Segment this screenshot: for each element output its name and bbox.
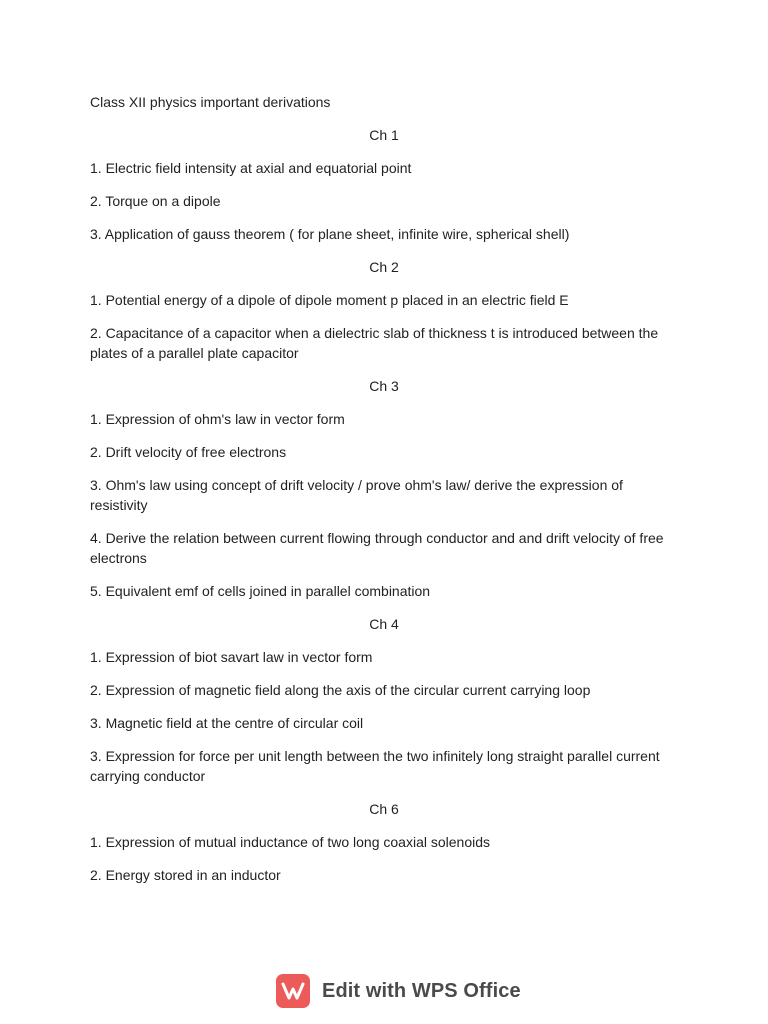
chapter-heading-6: Ch 6 bbox=[369, 801, 399, 817]
document-content bbox=[90, 92, 680, 898]
edit-with-wps-office-button[interactable] bbox=[276, 972, 521, 1010]
list-item: 3. Ohm's law using concept of drift velocity / prove ohm's law/ derive the expression of resistivity bbox=[90, 477, 623, 513]
list-item: 2. Torque on a dipole bbox=[90, 193, 221, 209]
document-title: Class XII physics important derivations bbox=[90, 94, 331, 110]
list-item: 3. Application of gauss theorem ( for plane sheet, infinite wire, spherical shell) bbox=[90, 226, 570, 242]
list-item: 2. Capacitance of a capacitor when a dielectric slab of thickness t is introduced between the plates of a parallel plate capacitor bbox=[90, 325, 659, 361]
edit-with-wps-office-label: Edit with WPS Office bbox=[322, 979, 521, 1002]
chapter-heading-1: Ch 1 bbox=[369, 127, 399, 143]
list-item: 3. Expression for force per unit length between the two infinitely long straight parallel current carrying conductor bbox=[90, 748, 660, 784]
list-item: 2. Energy stored in an inductor bbox=[90, 867, 281, 883]
list-item: 1. Potential energy of a dipole of dipole moment p placed in an electric field E bbox=[90, 292, 569, 308]
chapter-heading-4: Ch 4 bbox=[369, 616, 399, 632]
list-item: 1. Expression of ohm's law in vector form bbox=[90, 411, 345, 427]
list-item: 5. Equivalent emf of cells joined in parallel combination bbox=[90, 583, 431, 599]
list-item: 3. Magnetic field at the centre of circular coil bbox=[90, 715, 364, 731]
list-item: 4. Derive the relation between current flowing through conductor and and drift velocity of free electrons bbox=[90, 530, 664, 566]
chapter-heading-2: Ch 2 bbox=[369, 259, 399, 275]
list-item: 1. Expression of biot savart law in vector form bbox=[90, 649, 373, 665]
list-item: 2. Expression of magnetic field along the axis of the circular current carrying loop bbox=[90, 682, 591, 698]
list-item: 1. Expression of mutual inductance of two long coaxial solenoids bbox=[90, 834, 491, 850]
list-item: 2. Drift velocity of free electrons bbox=[90, 444, 287, 460]
list-item: 1. Electric field intensity at axial and equatorial point bbox=[90, 160, 412, 176]
wps-office-logo-icon bbox=[276, 974, 310, 1008]
chapter-heading-3: Ch 3 bbox=[369, 378, 399, 394]
